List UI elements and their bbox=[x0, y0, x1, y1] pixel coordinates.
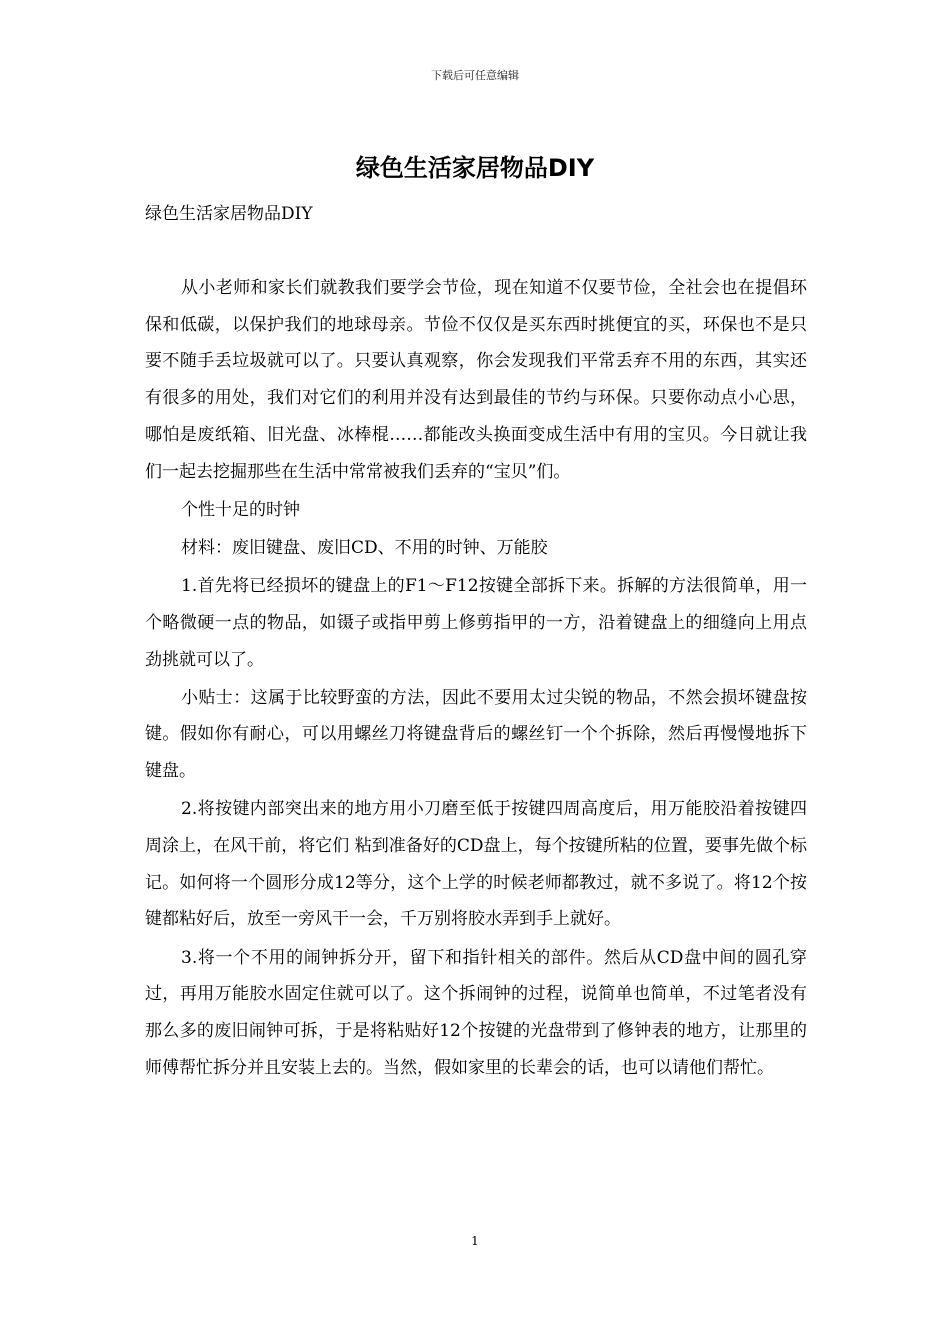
page-number: 1 bbox=[471, 1234, 479, 1248]
document-body bbox=[145, 270, 807, 1086]
paragraph-intro: 从小老师和家长们就教我们要学会节俭，现在知道不仅要节俭，全社会也在提倡环保和低碳，以保护我们的地球母亲。节俭不仅仅是买东西时挑便宜的买，环保也不是只要不随手丢垃圾就可以了。只要认真观察，你会发现我们平常丢弃不用的东西，其实还有很多的用处，我们对它们的利用并没有达到最佳的节约与环保。只要你动点小心思，哪怕是废纸箱、旧光盘、冰棒棍……都能改头换面变成生活中有用的宝贝。今日就让我们一起去挖掘那些在生活中常常被我们丢弃的“宝贝”们。 bbox=[145, 278, 807, 482]
document-title: 绿色生活家居物品DIY bbox=[355, 154, 595, 182]
document-subtitle: 绿色生活家居物品DIY bbox=[145, 204, 313, 224]
paragraph-step-2: 2.将按键内部突出来的地方用小刀磨至低于按键四周高度后，用万能胶沿着按键四周涂上，在风干前，将它们 粘到准备好的CD盘上，每个按键所粘的位置，要事先做个标记。如何将一个圆形分成12等分，这个上学的时候老师都教过，就不多说了。将12个按键都粘好后，放至一旁风干一会，千万别将胶水弄到手上就好。 bbox=[145, 799, 807, 930]
section-heading-clock: 个性十足的时钟 bbox=[181, 499, 300, 520]
paragraph-tip: 小贴士：这属于比较野蛮的方法，因此不要用太过尖锐的物品，不然会损坏键盘按键。假如你有耐心，可以用螺丝刀将键盘背后的螺丝钉一个个拆除，然后再慢慢地拆下键盘。 bbox=[145, 687, 807, 782]
paragraph-materials: 材料：废旧键盘、废旧CD、不用的时钟、万能胶 bbox=[181, 537, 548, 558]
header-note: 下载后可任意编辑 bbox=[431, 69, 519, 82]
paragraph-step-3: 3.将一个不用的闹钟拆分开，留下和指针相关的部件。然后从CD盘中间的圆孔穿过，再用万能胶水固定住就可以了。这个拆闹钟的过程，说简单也简单，不过笔者没有那么多的废旧闹钟可拆，于是将粘贴好12个按键的光盘带到了修钟表的地方，让那里的师傅帮忙拆分并且安装上去的。当然，假如家里的长辈会的话，也可以请他们帮忙。 bbox=[145, 947, 807, 1078]
paragraph-step-1: 1.首先将已经损坏的键盘上的F1～F12按键全部拆下来。拆解的方法很简单，用一个略微硬一点的物品，如镊子或指甲剪上修剪指甲的一方，沿着键盘上的细缝向上用点劲挑就可以了。 bbox=[145, 576, 807, 670]
